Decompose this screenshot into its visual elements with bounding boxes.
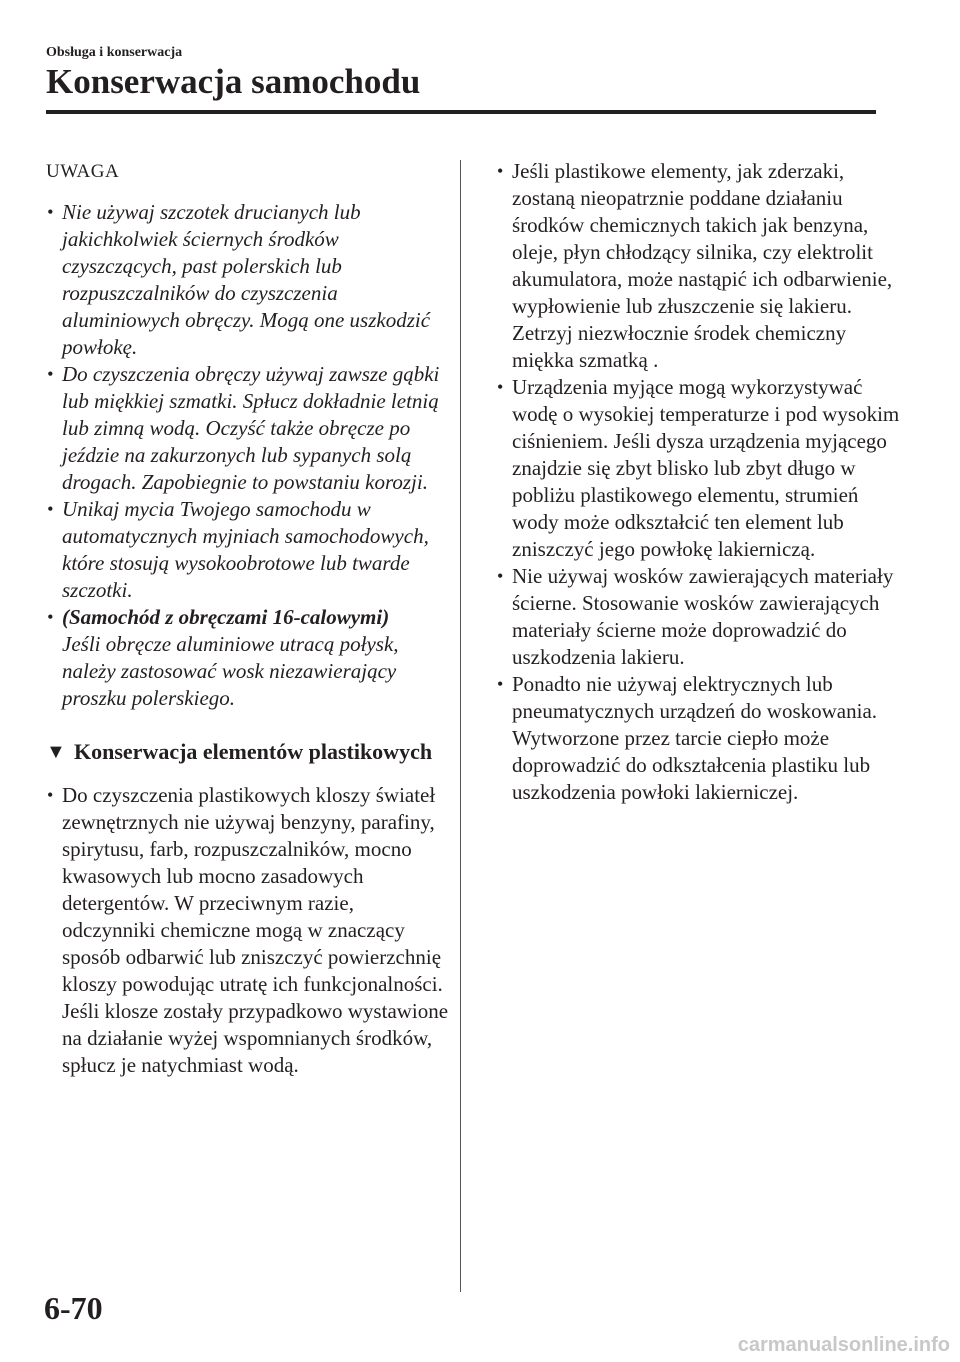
caution-item-text: Jeśli obręcze aluminiowe utracą połysk, należy zastosować wosk niezawierający proszku polerskiego. <box>62 632 399 710</box>
list-item-text: Nie używaj wosków zawierających materiały ścierne. Stosowanie wosków zawierających materiały ścierne może doprowadzić do uszkodzenia lakieru. <box>512 564 894 669</box>
list-item <box>46 782 451 1079</box>
bullet-icon: • <box>497 566 504 586</box>
bullet-icon: • <box>47 607 54 627</box>
list-item <box>496 671 906 806</box>
right-column <box>496 158 906 806</box>
list-item-text: Urządzenia myjące mogą wykorzystywać wodę o wysokiej temperaturze i pod wysokim ciśnieniem. Jeśli dysza urządzenia myjącego znajdzie się zbyt blisko lub zbyt długo w pobliżu plastikowego elementu, strumień wody może odkształcić ten element lub zniszczyć jego powłokę lakierniczą. <box>512 375 900 561</box>
caution-item <box>46 604 451 712</box>
bullet-icon: • <box>497 161 504 181</box>
triangle-down-icon: ▼ <box>46 741 66 763</box>
caution-item-text: Unikaj mycia Twojego samochodu w automatycznych myjniach samochodowych, które stosują wysokoobrotowe lub twarde szczotki. <box>62 497 429 602</box>
column-divider <box>460 160 461 1292</box>
maintenance-list-right <box>496 158 906 806</box>
bullet-icon: • <box>47 202 54 222</box>
bullet-icon: • <box>497 674 504 694</box>
bullet-icon: • <box>47 364 54 384</box>
caution-item <box>46 199 451 361</box>
caution-item-text: Do czyszczenia obręczy używaj zawsze gąbki lub miękkiej szmatki. Spłucz dokładnie letnią lub zimną wodą. Oczyść także obręcze po jeździe na zakurzonych lub sypanych solą drogach. Zapobiegnie to powstaniu korozji. <box>62 362 440 494</box>
list-item-text: Do czyszczenia plastikowych kloszy świateł zewnętrznych nie używaj benzyny, parafiny, spirytusu, farb, rozpuszczalników, mocno kwasowych lub mocno zasadowych detergentów. W przeciwnym razie, odczynniki chemiczne mogą w znaczący sposób odbarwić lub zniszczyć powierzchnię kloszy powodując utratę ich funkcjonalności. Jeśli klosze zostały przypadkowo wystawione na działanie wyżej wspomnianych środków, spłucz je natychmiast wodą. <box>62 783 449 1077</box>
chapter-title: Konserwacja samochodu <box>46 62 421 101</box>
caution-item <box>46 496 451 604</box>
list-item-text: Jeśli plastikowe elementy, jak zderzaki, zostaną nieopatrznie poddane działaniu środków chemicznych takich jak benzyna, oleje, płyn chłodzący silnika, czy elektrolit akumulatora, może nastąpić ich odbarwienie, wypłowienie lub złuszczenie się lakieru. Zetrzyj niezwłocznie środek chemiczny miękka szmatką . <box>512 159 893 372</box>
bullet-icon: • <box>47 499 54 519</box>
bullet-icon: • <box>497 377 504 397</box>
watermark: carmanualsonline.info <box>737 1334 950 1356</box>
caution-box <box>46 158 451 712</box>
caution-heading: UWAGA <box>46 161 120 182</box>
caution-item-prefix: (Samochód z obręczami 16-calowymi) <box>62 605 390 629</box>
subsection-heading-text: Konserwacja elementów plastikowych <box>74 739 433 764</box>
bullet-icon: • <box>47 785 54 805</box>
page-number: 6-70 <box>44 1290 103 1326</box>
list-item <box>496 158 906 374</box>
section-label: Obsługa i konserwacja <box>46 45 183 60</box>
list-item <box>496 374 906 563</box>
caution-item <box>46 361 451 496</box>
list-item-text: Ponadto nie używaj elektrycznych lub pneumatycznych urządzeń do woskowania. Wytworzone przez tarcie ciepło może doprowadzić do odkształcenia plastiku lub uszkodzenia powłoki lakierniczej. <box>512 672 878 804</box>
header-rule <box>46 110 876 114</box>
maintenance-list-left <box>46 782 451 1079</box>
subsection-heading <box>46 738 451 766</box>
left-column <box>46 158 451 1079</box>
caution-item-text: Nie używaj szczotek drucianych lub jakichkolwiek ściernych środków czyszczących, past polerskich lub rozpuszczalników do czyszczenia aluminiowych obręczy. Mogą one uszkodzić powłokę. <box>62 200 431 359</box>
caution-list <box>46 199 451 712</box>
list-item <box>496 563 906 671</box>
